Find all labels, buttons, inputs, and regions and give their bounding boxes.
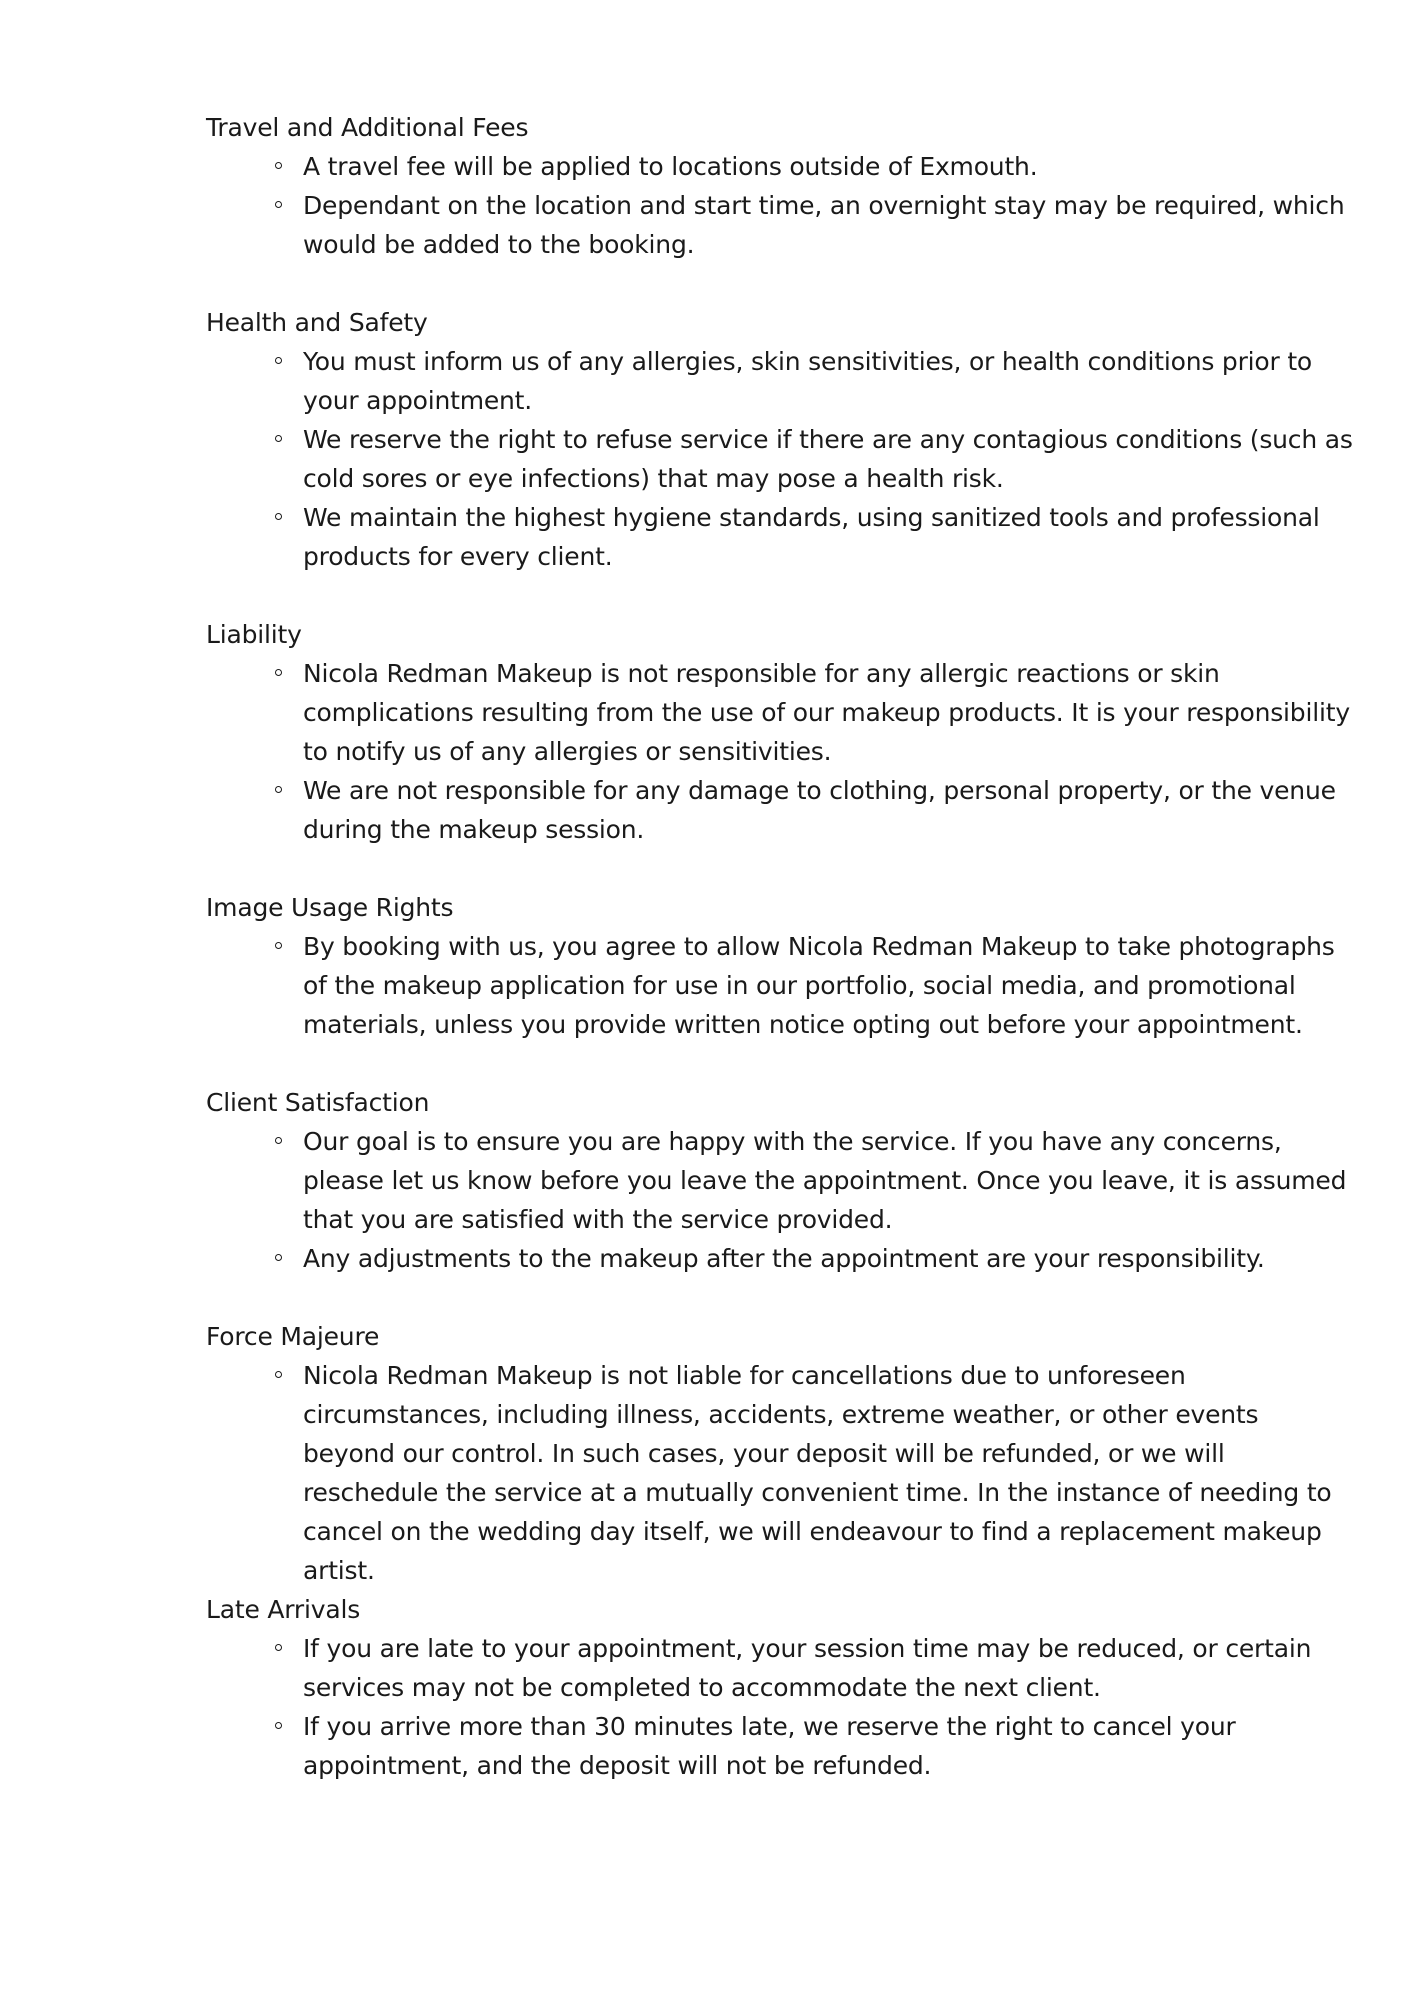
section-title: Client Satisfaction <box>206 1088 430 1117</box>
section-title: Force Majeure <box>206 1322 380 1351</box>
list-item: Any adjustments to the makeup after the appointment are your responsibility. <box>303 1239 1356 1278</box>
bullet-list <box>206 1356 1356 1590</box>
bullet-list <box>206 147 1356 264</box>
section-title: Liability <box>206 620 302 649</box>
bullet-list <box>206 342 1356 576</box>
terms-content <box>206 108 1356 1785</box>
list-item: You must inform us of any allergies, skin sensitivities, or health conditions prior to your appointment. <box>303 342 1356 420</box>
bullet-list <box>206 654 1356 849</box>
section-title: Health and Safety <box>206 308 428 337</box>
list-item: We maintain the highest hygiene standards, using sanitized tools and professional products for every client. <box>303 498 1356 576</box>
circle-bullet-icon <box>275 669 282 676</box>
list-item: If you arrive more than 30 minutes late, we reserve the right to cancel your appointment, and the deposit will not be refunded. <box>303 1707 1356 1785</box>
circle-bullet-icon <box>275 786 282 793</box>
section-health-safety <box>206 303 1356 576</box>
circle-bullet-icon <box>275 1644 282 1651</box>
list-item: Nicola Redman Makeup is not liable for cancellations due to unforeseen circumstances, including illness, accidents, extreme weather, or other events beyond our control. In such cases, your deposit will be refunded, or we will reschedule the service at a mutually convenient time. In the instance of needing to cancel on the wedding day itself, we will endeavour to find a replacement makeup artist. <box>303 1356 1356 1590</box>
list-item: A travel fee will be applied to locations outside of Exmouth. <box>303 147 1356 186</box>
list-item: Our goal is to ensure you are happy with the service. If you have any concerns, please let us know before you leave the appointment. Once you leave, it is assumed that you are satisfied with the service provided. <box>303 1122 1356 1239</box>
section-client-satisfaction <box>206 1083 1356 1278</box>
section-image-usage <box>206 888 1356 1044</box>
list-item: Nicola Redman Makeup is not responsible for any allergic reactions or skin complications resulting from the use of our makeup products. It is your responsibility to notify us of any allergies or sensitivities. <box>303 654 1356 771</box>
section-force-majeure <box>206 1317 1356 1590</box>
list-item: We are not responsible for any damage to clothing, personal property, or the venue during the makeup session. <box>303 771 1356 849</box>
list-item: We reserve the right to refuse service if there are any contagious conditions (such as cold sores or eye infections) that may pose a health risk. <box>303 420 1356 498</box>
list-item: If you are late to your appointment, your session time may be reduced, or certain services may not be completed to accommodate the next client. <box>303 1629 1356 1707</box>
circle-bullet-icon <box>275 162 282 169</box>
circle-bullet-icon <box>275 201 282 208</box>
circle-bullet-icon <box>275 1371 282 1378</box>
circle-bullet-icon <box>275 942 282 949</box>
circle-bullet-icon <box>275 435 282 442</box>
section-travel-fees <box>206 108 1356 264</box>
section-title: Travel and Additional Fees <box>206 113 529 142</box>
circle-bullet-icon <box>275 513 282 520</box>
list-item: By booking with us, you agree to allow Nicola Redman Makeup to take photographs of the makeup application for use in our portfolio, social media, and promotional materials, unless you provide written notice opting out before your appointment. <box>303 927 1356 1044</box>
bullet-list <box>206 927 1356 1044</box>
bullet-list <box>206 1629 1356 1785</box>
section-title: Late Arrivals <box>206 1595 361 1624</box>
circle-bullet-icon <box>275 357 282 364</box>
list-item: Dependant on the location and start time, an overnight stay may be required, which would be added to the booking. <box>303 186 1356 264</box>
circle-bullet-icon <box>275 1722 282 1729</box>
bullet-list <box>206 1122 1356 1278</box>
circle-bullet-icon <box>275 1254 282 1261</box>
section-title: Image Usage Rights <box>206 893 454 922</box>
section-liability <box>206 615 1356 849</box>
circle-bullet-icon <box>275 1137 282 1144</box>
section-late-arrivals <box>206 1590 1356 1785</box>
